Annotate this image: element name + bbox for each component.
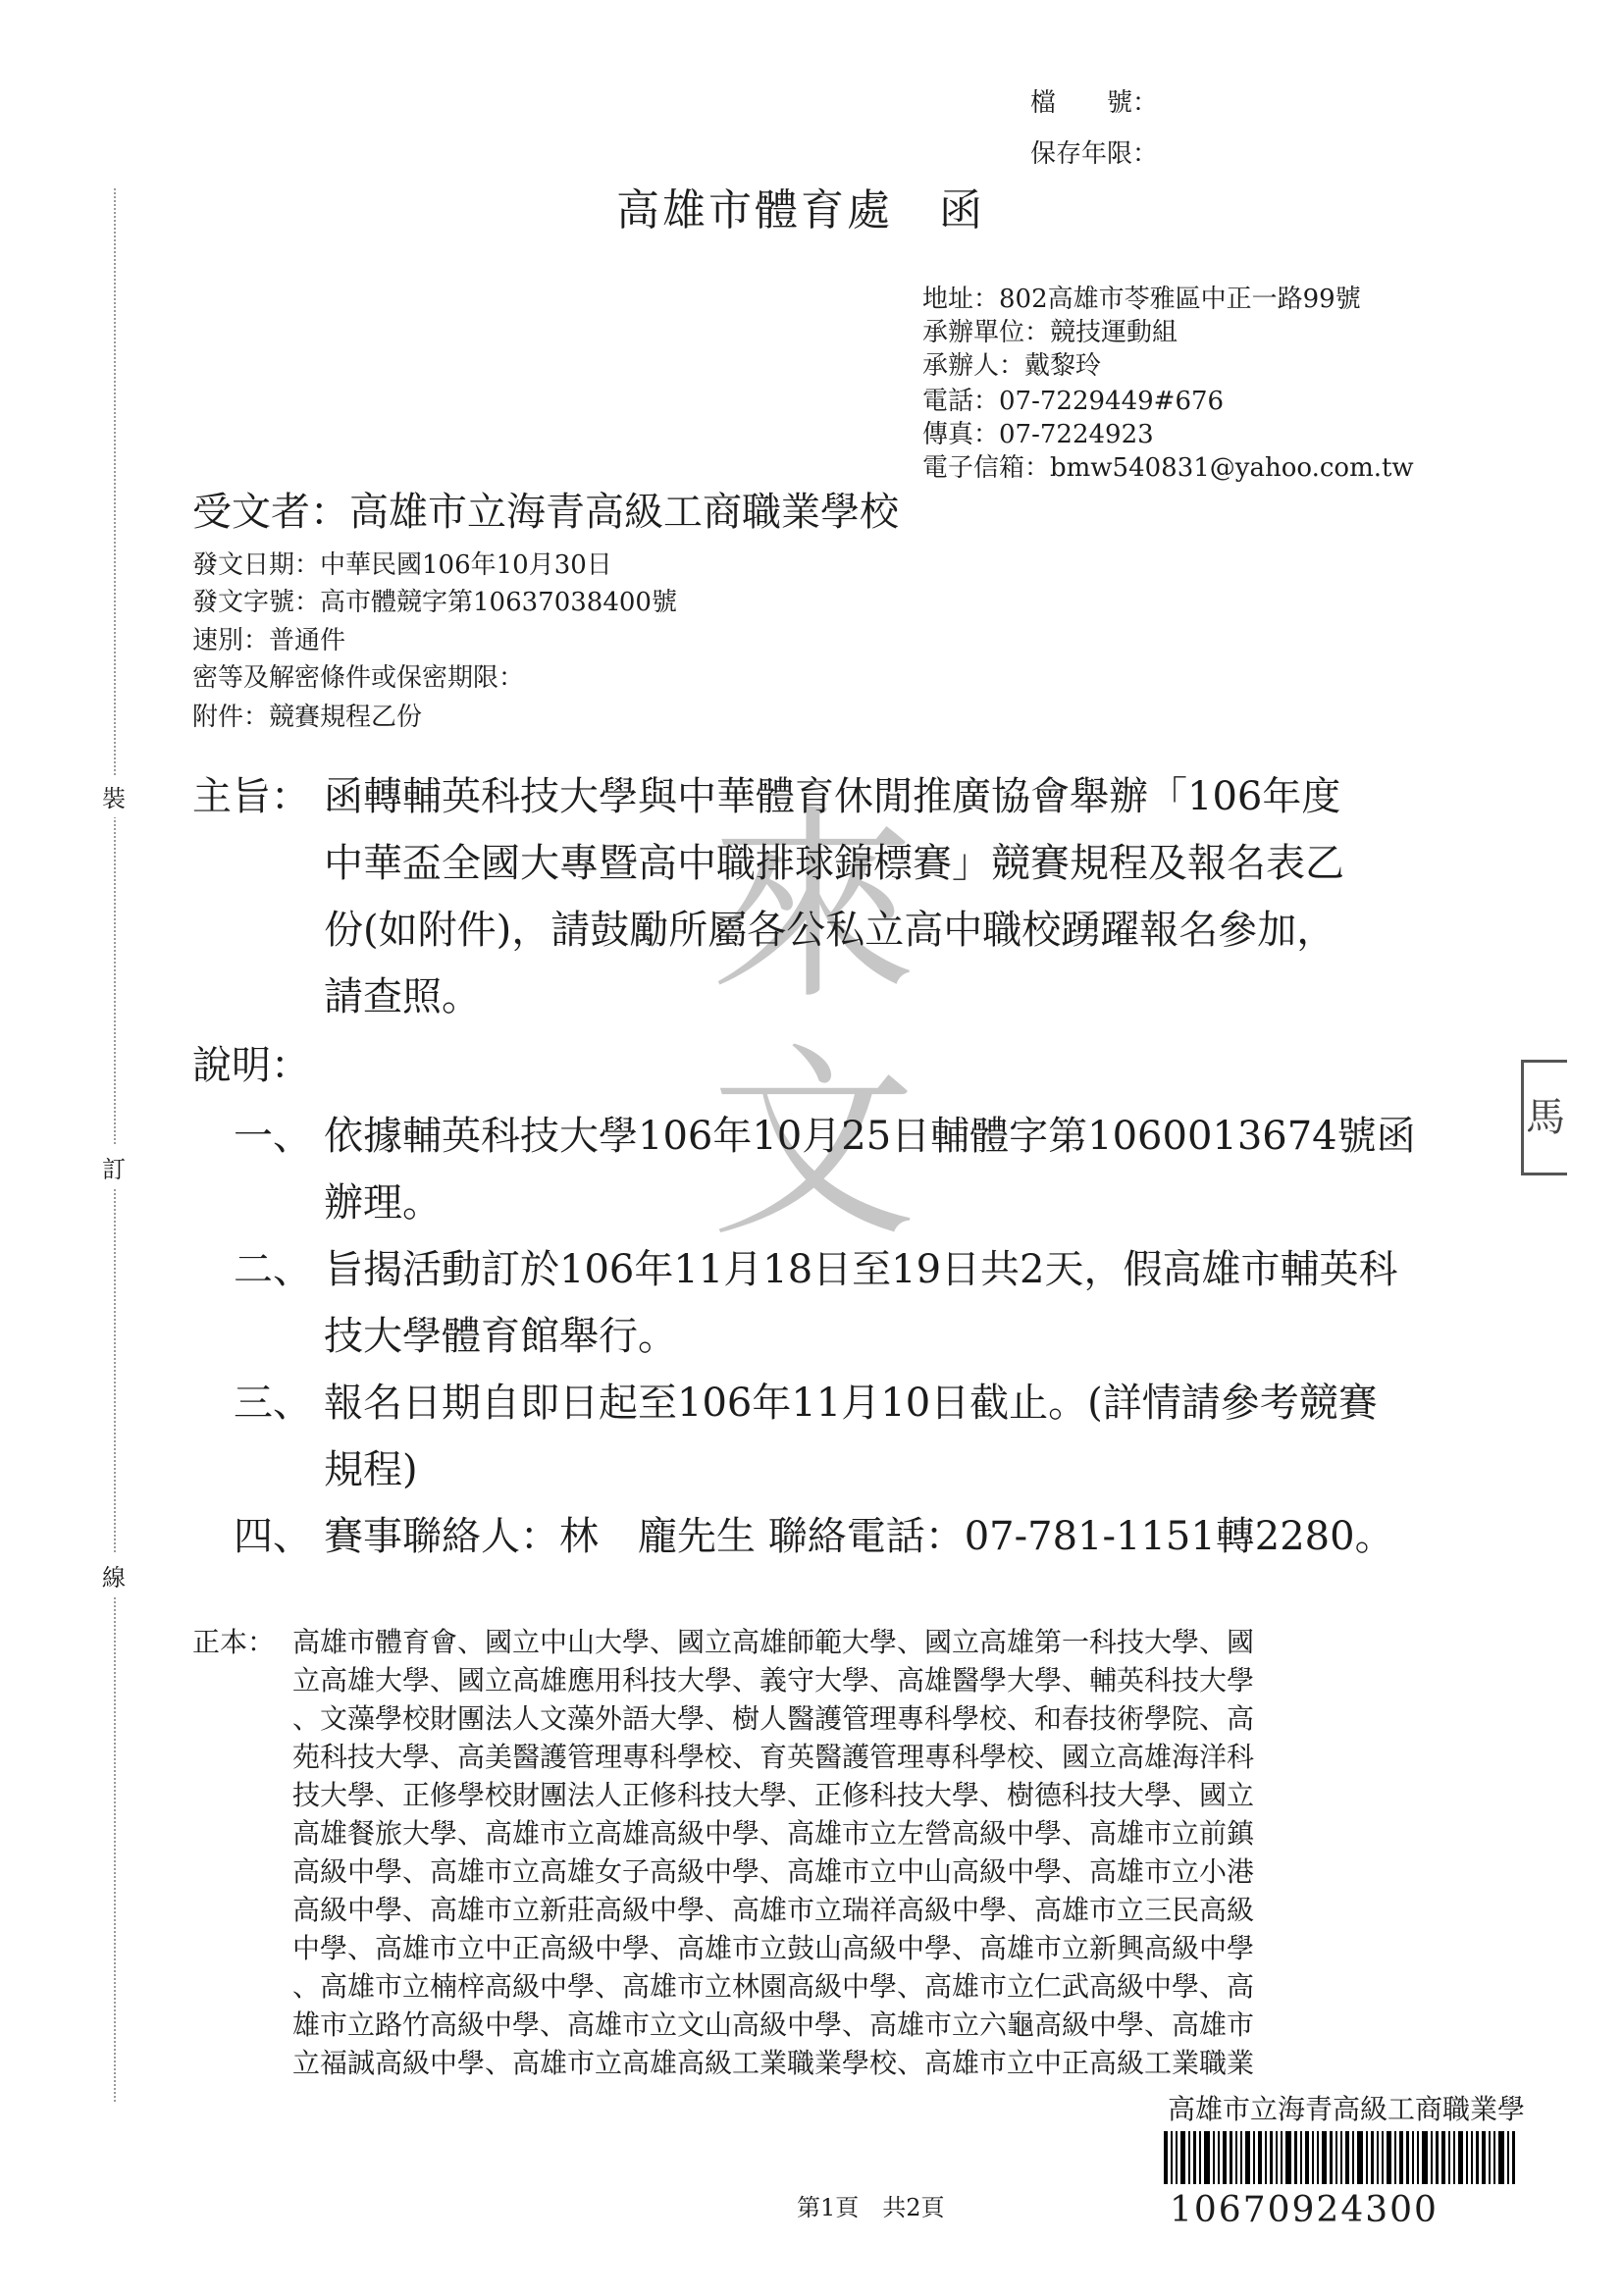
barcode-bar <box>1431 2131 1433 2184</box>
barcode-bar <box>1482 2131 1486 2184</box>
barcode-bar <box>1300 2131 1302 2184</box>
subject-line: 請查照。 <box>324 974 481 1019</box>
barcode-bar <box>1285 2131 1291 2184</box>
cc-line: 高雄市體育會、國立中山大學、國立高雄師範大學、國立高雄第一科技大學、國 <box>292 1626 1255 1658</box>
cc-line: 、文藻學校財團法人文藻外語大學、樹人醫護管理專科學校、和春技術學院、高 <box>292 1702 1255 1735</box>
barcode-bar <box>1412 2131 1414 2184</box>
barcode-bar <box>1171 2131 1173 2184</box>
receiving-school-name: 高雄市立海青高級工商職業學 <box>1168 2093 1526 2125</box>
page-number: 第1頁 共2頁 <box>797 2194 945 2221</box>
received-stamp-char-2: 文 <box>710 1024 917 1265</box>
document-title: 高雄市體育處 函 <box>616 185 985 235</box>
barcode-bar <box>1387 2131 1391 2184</box>
barcode-bar <box>1322 2131 1327 2184</box>
barcode <box>1164 2131 1607 2184</box>
side-seal-stamp: 馬 <box>1521 1060 1567 1175</box>
barcode-bar <box>1312 2131 1314 2184</box>
recipient: 受文者：高雄市立海青高級工商職業學校 <box>192 490 899 535</box>
barcode-bar <box>1493 2131 1495 2184</box>
barcode-bar <box>1235 2131 1237 2184</box>
barcode-bar <box>1441 2131 1445 2184</box>
barcode-bar <box>1240 2131 1242 2184</box>
barcode-bar <box>1466 2131 1468 2184</box>
explanation-item-line: 技大學體育館舉行。 <box>324 1314 677 1359</box>
barcode-bar <box>1199 2131 1201 2184</box>
barcode-bar <box>1188 2131 1190 2184</box>
barcode-bar <box>1357 2131 1363 2184</box>
barcode-bar <box>1335 2131 1337 2184</box>
barcode-bar <box>1270 2131 1273 2184</box>
barcode-bar <box>1476 2131 1479 2184</box>
barcode-bar <box>1265 2131 1267 2184</box>
explanation-item-line: 辦理。 <box>324 1180 442 1226</box>
barcode-bar <box>1218 2131 1220 2184</box>
barcode-bar <box>1498 2131 1504 2184</box>
barcode-bar <box>1436 2131 1439 2184</box>
explanation-item-number: 二、 <box>234 1247 312 1292</box>
barcode-bar <box>1305 2131 1309 2184</box>
issue-number: 發文字號：高市體競字第10637038400號 <box>192 588 677 617</box>
explanation-item-line: 賽事聯絡人：林 龐先生 聯絡電話：07-781-1151轉2280。 <box>324 1514 1394 1559</box>
contact-unit: 承辦單位：競技運動組 <box>922 318 1178 347</box>
barcode-bar <box>1366 2131 1368 2184</box>
barcode-bar <box>1193 2131 1196 2184</box>
cc-line: 雄市立路竹高級中學、高雄市立文山高級中學、高雄市立六龜高級中學、高雄市 <box>292 2009 1255 2041</box>
explanation-item-line: 依據輔英科技大學106年10月25日輔體字第1060013674號函 <box>324 1114 1416 1159</box>
barcode-bar <box>1489 2131 1491 2184</box>
barcode-bar <box>1471 2131 1473 2184</box>
barcode-bar <box>1399 2131 1403 2184</box>
barcode-bar <box>1180 2131 1185 2184</box>
barcode-bar <box>1394 2131 1396 2184</box>
binding-margin-line <box>114 188 116 2102</box>
barcode-bar <box>1382 2131 1384 2184</box>
barcode-bar <box>1213 2131 1215 2184</box>
binding-label-zhuang: 裝 <box>102 775 126 817</box>
cc-line: 、高雄市立楠梓高級中學、高雄市立林園高級中學、高雄市立仁武高級中學、高 <box>292 1970 1255 2003</box>
barcode-bar <box>1245 2131 1250 2184</box>
contact-phone: 電話：07-7229449#676 <box>922 387 1225 416</box>
attachment: 附件：競賽規程乙份 <box>192 703 423 732</box>
barcode-bar <box>1281 2131 1283 2184</box>
barcode-bar <box>1417 2131 1419 2184</box>
barcode-bar <box>1294 2131 1297 2184</box>
barcode-bar <box>1453 2131 1455 2184</box>
binding-label-ding: 訂 <box>102 1146 126 1188</box>
cc-label: 正本： <box>192 1626 276 1658</box>
barcode-bar <box>1512 2131 1515 2184</box>
barcode-bar <box>1164 2131 1168 2184</box>
cc-line: 高級中學、高雄市立高雄女子高級中學、高雄市立中山高級中學、高雄市立小港 <box>292 1855 1255 1888</box>
barcode-bar <box>1276 2131 1278 2184</box>
contact-email: 電子信箱：bmw540831@yahoo.com.tw <box>922 453 1414 483</box>
barcode-bar <box>1204 2131 1210 2184</box>
explanation-item-line: 旨揭活動訂於106年11月18日至19日共2天，假高雄市輔英科 <box>324 1247 1398 1292</box>
barcode-bar <box>1230 2131 1232 2184</box>
explanation-label: 說明： <box>192 1043 310 1088</box>
barcode-bar <box>1377 2131 1379 2184</box>
delivery-speed: 速別：普通件 <box>192 626 346 655</box>
subject-line: 中華盃全國大專暨高中職排球錦標賽」競賽規程及報名表乙 <box>324 841 1344 886</box>
explanation-item-number: 一、 <box>234 1114 312 1159</box>
explanation-item-number: 三、 <box>234 1381 312 1426</box>
cc-line: 苑科技大學、高美醫護管理專科學校、育英醫護管理專科學校、國立高雄海洋科 <box>292 1741 1255 1773</box>
contact-officer: 承辦人：戴黎玲 <box>922 351 1102 381</box>
barcode-number: 10670924300 <box>1170 2190 1439 2230</box>
explanation-item-line: 報名日期自即日起至106年11月10日截止。(詳情請參考競賽 <box>324 1381 1378 1426</box>
barcode-bar <box>1258 2131 1262 2184</box>
cc-line: 立福誠高級中學、高雄市立高雄高級工業職業學校、高雄市立中正高級工業職業 <box>292 2047 1255 2079</box>
binding-label-xian: 線 <box>102 1554 126 1596</box>
cc-line: 高雄餐旅大學、高雄市立高雄高級中學、高雄市立左營高級中學、高雄市立前鎮 <box>292 1817 1255 1850</box>
barcode-bar <box>1330 2131 1333 2184</box>
barcode-bar <box>1253 2131 1255 2184</box>
subject-line: 函轉輔英科技大學與中華體育休閒推廣協會舉辦「106年度 <box>324 774 1341 819</box>
secrecy-level: 密等及解密條件或保密期限： <box>192 663 525 693</box>
barcode-bar <box>1371 2131 1374 2184</box>
issue-date: 發文日期：中華民國106年10月30日 <box>192 550 612 580</box>
explanation-item-number: 四、 <box>234 1514 312 1559</box>
barcode-bar <box>1422 2131 1428 2184</box>
barcode-bar <box>1352 2131 1354 2184</box>
barcode-bar <box>1345 2131 1349 2184</box>
barcode-bar <box>1223 2131 1227 2184</box>
contact-fax: 傳真：07-7224923 <box>922 420 1154 449</box>
barcode-bar <box>1507 2131 1509 2184</box>
barcode-bar <box>1176 2131 1178 2184</box>
subject-label: 主旨： <box>192 774 310 819</box>
subject-line: 份(如附件)，請鼓勵所屬各公私立高中職校踴躍報名參加， <box>324 908 1336 953</box>
cc-line: 高級中學、高雄市立新莊高級中學、高雄市立瑞祥高級中學、高雄市立三民高級 <box>292 1894 1255 1926</box>
file-number-label: 檔 號： <box>1029 88 1158 118</box>
retention-period-label: 保存年限： <box>1029 139 1158 169</box>
barcode-bar <box>1458 2131 1463 2184</box>
barcode-bar <box>1448 2131 1450 2184</box>
contact-address: 地址：802高雄市苓雅區中正一路99號 <box>922 285 1361 314</box>
explanation-item-line: 規程) <box>324 1447 418 1492</box>
cc-line: 中學、高雄市立中正高級中學、高雄市立鼓山高級中學、高雄市立新興高級中學 <box>292 1932 1255 1964</box>
received-stamp-char-1: 來 <box>710 787 917 1027</box>
barcode-bar <box>1406 2131 1409 2184</box>
cc-line: 技大學、正修學校財團法人正修科技大學、正修科技大學、樹德科技大學、國立 <box>292 1779 1255 1811</box>
barcode-bar <box>1317 2131 1319 2184</box>
cc-line: 立高雄大學、國立高雄應用科技大學、義守大學、高雄醫學大學、輔英科技大學 <box>292 1664 1255 1696</box>
barcode-bar <box>1340 2131 1342 2184</box>
